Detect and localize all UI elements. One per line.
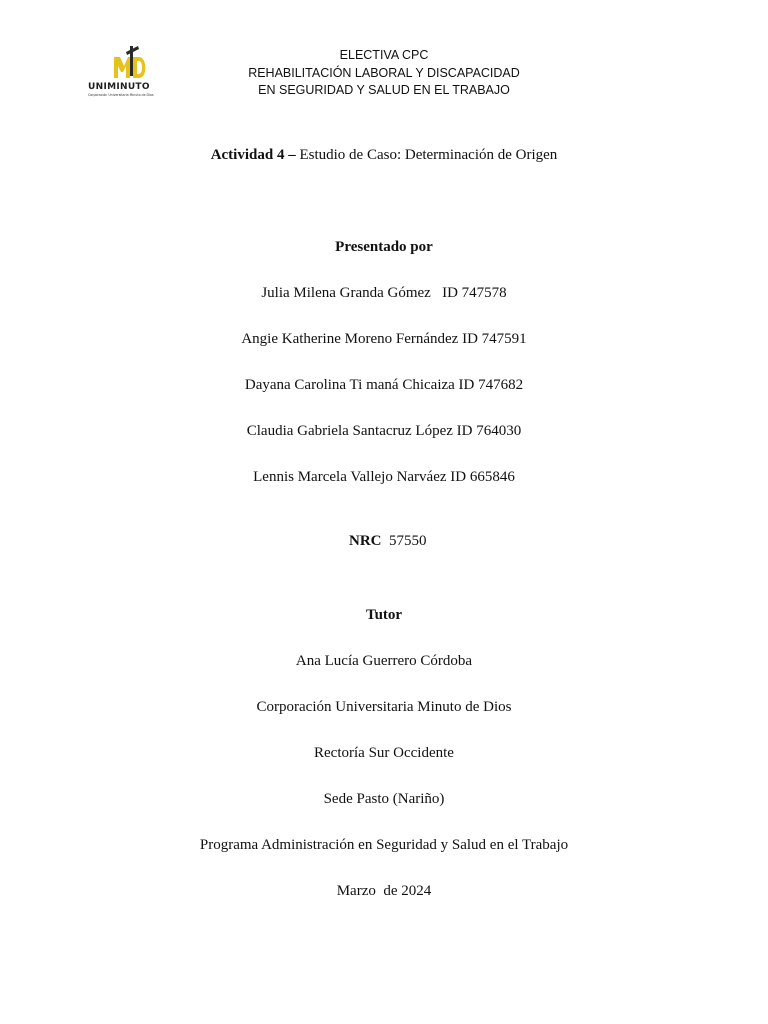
presented-by-heading: Presentado por — [335, 239, 433, 255]
logo-name: UNIMINUTO — [88, 82, 150, 92]
tutor-heading: Tutor — [365, 607, 403, 623]
university-name: Corporación Universitaria Minuto de Dios — [256, 699, 512, 715]
campus-name: Sede Pasto (Nariño) — [323, 791, 445, 807]
header-line-1: ELECTIVA CPC — [339, 48, 429, 62]
nrc-label: NRC — [349, 533, 382, 549]
member-4: Claudia Gabriela Santacruz López ID 764030 — [246, 423, 522, 439]
rectory-name: Rectoría Sur Occidente — [314, 745, 454, 761]
program-name: Programa Administración en Seguridad y Salud en el Trabajo — [199, 837, 569, 853]
nrc-line — [0, 514, 768, 550]
activity-label: Actividad 4 – — [210, 147, 296, 163]
activity-title — [0, 146, 768, 164]
member-5: Lennis Marcela Vallejo Narváez ID 665846 — [253, 469, 515, 485]
nrc-value: 57550 — [381, 533, 427, 549]
header-line-2: REHABILITACIÓN LABORAL Y DISCAPACIDAD — [248, 65, 520, 80]
header-line-3: EN SEGURIDAD Y SALUD EN EL TRABAJO — [258, 83, 510, 97]
document-date: Marzo de 2024 — [336, 883, 432, 899]
logo-subtitle: Corporación Universitaria Minuto de Dios — [88, 93, 154, 97]
member-3: Dayana Carolina Ti maná Chicaiza ID 747682 — [244, 377, 524, 393]
activity-text: Estudio de Caso: Determinación de Origen — [295, 147, 558, 163]
tutor-name: Ana Lucía Guerrero Córdoba — [295, 653, 473, 669]
member-2: Angie Katherine Moreno Fernández ID 747591 — [241, 331, 527, 347]
member-1: Julia Milena Granda Gómez ID 747578 — [261, 285, 507, 301]
document-header — [0, 47, 768, 100]
